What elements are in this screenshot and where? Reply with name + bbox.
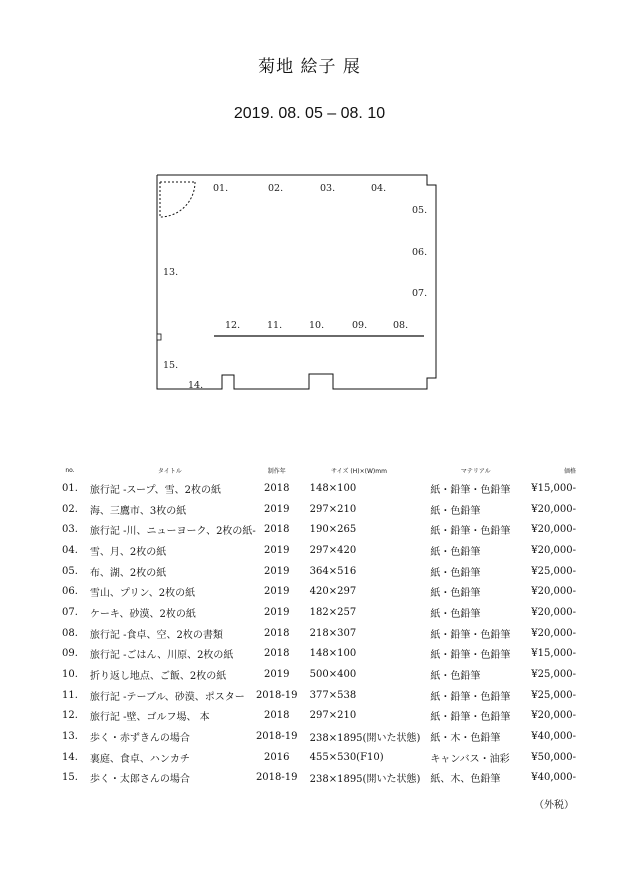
cell-title: 旅行記 -川、ニューヨーク、2枚の紙- [89,526,256,538]
cell-size: 297×210 [309,710,357,722]
cell-no: 15. [62,772,78,784]
cell-size: 420×297 [309,586,357,598]
plan-label-10: 10. [309,320,325,331]
table-row [56,768,576,789]
cell-year: 2018 [263,627,290,639]
cell-price: ¥25,000- [531,689,576,701]
cell-material: 紙・鉛筆・色鉛筆 [430,484,511,496]
table-header-row [56,462,576,478]
cell-year: 2019 [263,544,290,556]
table-row [56,706,576,727]
cell-price: ¥40,000- [531,731,576,743]
cell-year: 2019 [263,503,290,515]
cell-size: 238×1895(開いた状態) [309,774,421,786]
table-row [56,499,576,520]
cell-price: ¥20,000- [531,503,576,515]
cell-material: キャンバス・油彩 [430,753,510,765]
cell-no: 06. [62,586,78,598]
plan-label-03: 03. [320,183,336,194]
header-no: no. [65,466,75,474]
header-price: 価格 [563,467,576,475]
cell-no: 03. [62,524,78,536]
cell-no: 10. [62,669,78,681]
cell-year: 2018 [263,648,290,660]
cell-title: 雪、月、2枚の紙 [89,546,167,558]
cell-material: 紙・木・色鉛筆 [430,733,501,745]
cell-no: 14. [62,751,78,763]
cell-material: 紙・鉛筆・色鉛筆 [430,712,511,724]
cell-no: 08. [62,627,78,639]
cell-year: 2016 [263,751,290,763]
cell-title: 旅行記 -スープ、雪、2枚の紙 [89,484,222,496]
table-row [56,747,576,768]
cell-size: 297×420 [309,544,357,556]
cell-title: 旅行記 -テーブル、砂漠、ポスター [89,691,245,703]
cell-no: 01. [62,482,78,494]
table-row [56,685,576,706]
header-year: 制作年 [267,467,286,475]
cell-no: 11. [62,689,78,701]
cell-no: 05. [62,565,78,577]
cell-title: 布、湖、2枚の紙 [89,567,167,579]
door-swing-arc [160,182,195,217]
cell-material: 紙・鉛筆・色鉛筆 [430,526,511,538]
cell-price: ¥40,000- [531,772,576,784]
works-table [56,462,576,788]
cell-size: 218×307 [309,627,357,639]
cell-title: 裏庭、食卓、ハンカチ [89,753,190,765]
table-row [56,478,576,499]
plan-label-05: 05. [412,205,428,216]
cell-size: 455×530(F10) [309,751,384,763]
cell-year: 2018-19 [255,772,298,784]
cell-size: 190×265 [309,524,357,536]
cell-price: ¥25,000- [531,565,576,577]
cell-title: 歩く・赤ずきんの場合 [89,733,190,745]
cell-price: ¥15,000- [531,648,576,660]
cell-price: ¥50,000- [531,751,576,763]
cell-title: 旅行記 -食卓、空、2枚の書類 [89,629,223,641]
cell-year: 2019 [263,669,290,681]
plan-label-08: 08. [393,320,409,331]
table-row [56,623,576,644]
plan-label-07: 07. [412,288,428,299]
cell-no: 07. [62,606,78,618]
cell-size: 364×516 [309,565,357,577]
table-row [56,581,576,602]
floor-plan-walls [157,175,436,389]
cell-size: 297×210 [309,503,357,515]
plan-label-11: 11. [267,320,283,331]
plan-label-12: 12. [225,320,241,331]
cell-no: 13. [62,731,78,743]
cell-material: 紙・色鉛筆 [430,505,481,517]
cell-size: 148×100 [309,648,357,660]
cell-title: 雪山、プリン、2枚の紙 [89,588,196,600]
plan-label-02: 02. [268,183,284,194]
cell-material: 紙・色鉛筆 [430,588,481,600]
table-row [56,726,576,747]
cell-price: ¥20,000- [531,524,576,536]
cell-size: 500×400 [309,669,357,681]
cell-year: 2018-19 [255,689,298,701]
cell-size: 182×257 [309,606,357,618]
cell-title: 折り返し地点、ご飯、2枚の紙 [89,671,227,683]
plan-label-09: 09. [352,320,368,331]
plan-label-06: 06. [412,247,428,258]
cell-year: 2018 [263,524,290,536]
cell-price: ¥20,000- [531,586,576,598]
cell-material: 紙・鉛筆・色鉛筆 [430,691,511,703]
header-size: サイズ (H)×(W)mm [331,467,387,475]
cell-material: 紙・鉛筆・色鉛筆 [430,629,511,641]
cell-price: ¥20,000- [531,544,576,556]
cell-no: 04. [62,544,78,556]
table-row [56,519,576,540]
cell-year: 2018 [263,710,290,722]
cell-no: 02. [62,503,78,515]
table-row [56,602,576,623]
plan-label-01: 01. [213,183,229,194]
cell-material: 紙・色鉛筆 [430,608,481,620]
table-row [56,664,576,685]
cell-price: ¥20,000- [531,606,576,618]
cell-price: ¥15,000- [531,482,576,494]
table-row [56,561,576,582]
exhibition-title: 菊地 絵子 展 [258,57,361,77]
cell-material: 紙・鉛筆・色鉛筆 [430,650,511,662]
cell-no: 12. [62,710,78,722]
plan-label-13: 13. [163,267,179,278]
cell-title: 旅行記 -ごはん、川原、2枚の紙 [89,650,234,662]
cell-size: 377×538 [309,689,357,701]
cell-price: ¥20,000- [531,627,576,639]
cell-no: 09. [62,648,78,660]
table-row [56,644,576,665]
cell-title: 海、三鷹市、3枚の紙 [89,505,187,517]
cell-material: 紙・色鉛筆 [430,671,481,683]
cell-size: 238×1895(開いた状態) [309,733,421,745]
cell-year: 2018 [263,482,290,494]
plan-label-15: 15. [163,360,179,371]
cell-year: 2019 [263,606,290,618]
cell-material: 紙・色鉛筆 [430,567,481,579]
plan-label-04: 04. [371,183,387,194]
header-title: タイトル [157,467,182,475]
exhibition-dates: 2019. 08. 05 – 08. 10 [233,105,386,122]
cell-price: ¥25,000- [531,669,576,681]
header-material: マテリアル [460,467,491,475]
cell-size: 148×100 [309,482,357,494]
cell-material: 紙・色鉛筆 [430,546,481,558]
cell-year: 2019 [263,586,290,598]
plan-label-14: 14. [188,380,204,391]
cell-price: ¥20,000- [531,710,576,722]
floor-plan [150,165,450,397]
table-row [56,540,576,561]
tax-note: （外税） [534,800,574,811]
cell-title: 歩く・太郎さんの場合 [89,774,190,786]
cell-year: 2019 [263,565,290,577]
cell-title: ケーキ、砂漠、2枚の紙 [89,608,196,620]
cell-year: 2018-19 [255,731,298,743]
cell-title: 旅行記 -壁、ゴルフ場、 本 [89,712,210,724]
cell-material: 紙、木、色鉛筆 [430,774,501,786]
floor-plan-pillar [157,334,161,340]
